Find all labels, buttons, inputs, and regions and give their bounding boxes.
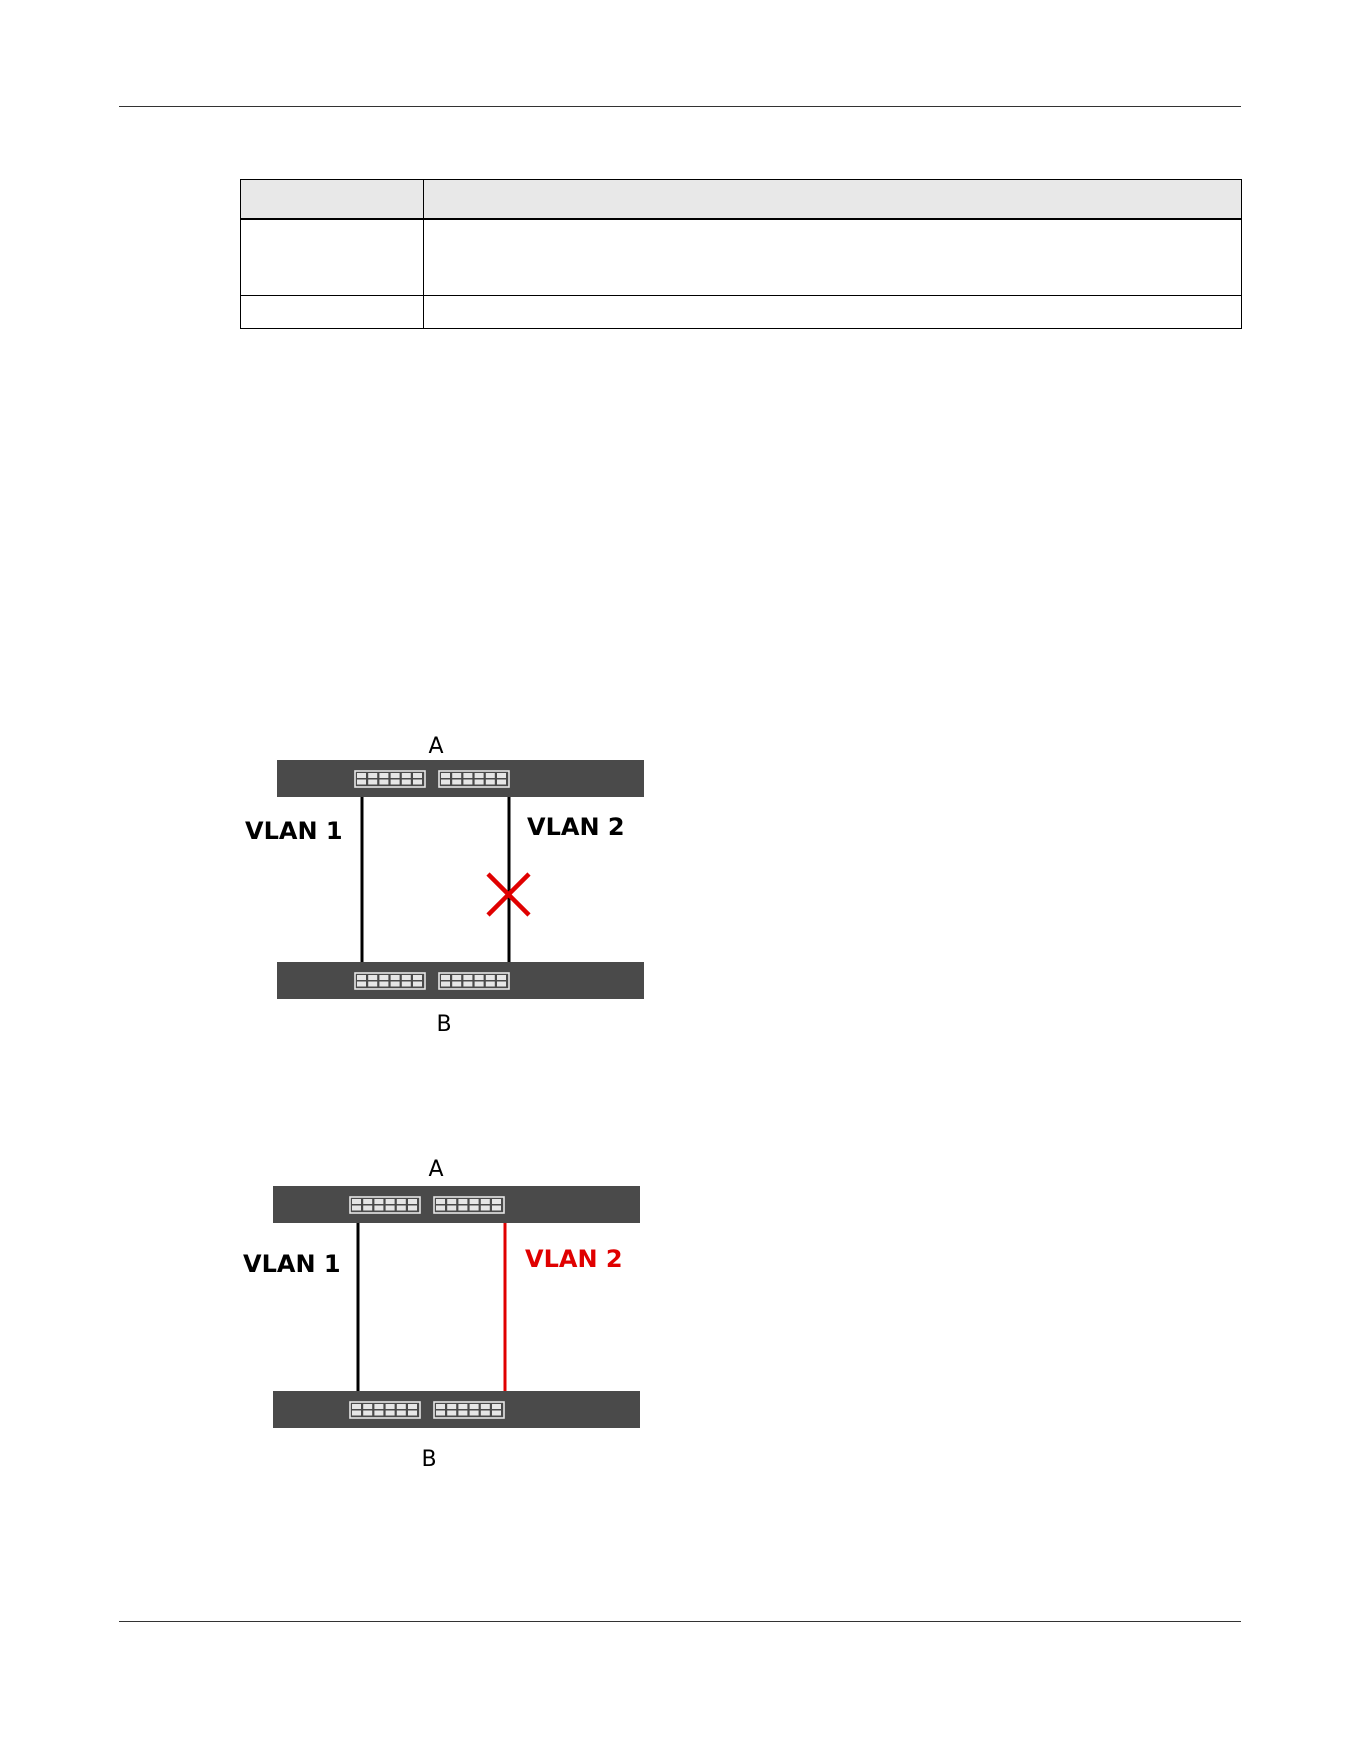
port — [402, 975, 411, 980]
port — [441, 982, 450, 987]
port — [379, 982, 388, 987]
switch-a-body — [277, 760, 644, 797]
port — [386, 1206, 395, 1211]
port — [497, 780, 506, 785]
port — [481, 1404, 490, 1409]
port — [391, 975, 400, 980]
port — [357, 773, 366, 778]
port — [436, 1206, 445, 1211]
port — [458, 1199, 467, 1204]
table-cell — [241, 219, 424, 296]
port — [397, 1199, 406, 1204]
port — [441, 780, 450, 785]
port — [458, 1411, 467, 1416]
port — [470, 1404, 479, 1409]
table-cell — [424, 219, 1242, 296]
switch-b-body — [277, 962, 644, 999]
port — [408, 1199, 417, 1204]
port — [486, 773, 495, 778]
port — [486, 780, 495, 785]
port — [374, 1206, 383, 1211]
port — [441, 773, 450, 778]
port — [363, 1404, 372, 1409]
vlan1-label: VLAN 1 — [243, 1250, 341, 1278]
port — [463, 982, 472, 987]
table-header-cell — [424, 180, 1242, 220]
port — [436, 1404, 445, 1409]
port — [497, 975, 506, 980]
port — [481, 1199, 490, 1204]
port — [492, 1199, 501, 1204]
port — [481, 1206, 490, 1211]
port — [413, 975, 422, 980]
port — [357, 982, 366, 987]
port — [352, 1199, 361, 1204]
switch-a-label: A — [428, 734, 444, 759]
port — [397, 1411, 406, 1416]
table-cell — [424, 296, 1242, 329]
port — [458, 1404, 467, 1409]
port — [475, 975, 484, 980]
table-row — [241, 219, 1242, 296]
switch-a — [277, 760, 644, 797]
port — [402, 773, 411, 778]
port — [357, 975, 366, 980]
port — [475, 773, 484, 778]
table-header-row — [241, 180, 1242, 220]
port — [436, 1411, 445, 1416]
port — [357, 780, 366, 785]
port — [441, 975, 450, 980]
port — [363, 1199, 372, 1204]
port — [374, 1411, 383, 1416]
port — [413, 773, 422, 778]
port — [363, 1206, 372, 1211]
port — [379, 975, 388, 980]
port — [402, 982, 411, 987]
table-header-cell — [241, 180, 424, 220]
port — [391, 773, 400, 778]
switch-b — [273, 1391, 640, 1428]
port — [413, 982, 422, 987]
table-cell — [241, 296, 424, 329]
port — [452, 975, 461, 980]
port — [352, 1206, 361, 1211]
port — [379, 773, 388, 778]
port — [408, 1206, 417, 1211]
port — [368, 982, 377, 987]
port — [452, 780, 461, 785]
vlan-diagram-blocked — [230, 730, 670, 1040]
port — [386, 1199, 395, 1204]
port — [492, 1411, 501, 1416]
port — [463, 773, 472, 778]
header-rule — [119, 106, 1241, 107]
port — [413, 780, 422, 785]
port — [486, 975, 495, 980]
port — [470, 1411, 479, 1416]
vlan-diagram-active — [230, 1157, 670, 1472]
port — [470, 1206, 479, 1211]
port — [447, 1411, 456, 1416]
port — [391, 982, 400, 987]
vlan1-label: VLAN 1 — [245, 817, 343, 845]
port — [447, 1199, 456, 1204]
port — [368, 780, 377, 785]
switch-b-label: B — [436, 1012, 452, 1037]
vlan2-label: VLAN 2 — [527, 813, 625, 841]
info-table — [240, 179, 1242, 329]
port — [386, 1411, 395, 1416]
port — [486, 982, 495, 987]
switch-b-body — [273, 1391, 640, 1428]
port — [363, 1411, 372, 1416]
port — [452, 982, 461, 987]
port — [452, 773, 461, 778]
port — [481, 1411, 490, 1416]
port — [402, 780, 411, 785]
port — [397, 1206, 406, 1211]
port — [470, 1199, 479, 1204]
port — [408, 1404, 417, 1409]
switch-a — [273, 1186, 640, 1223]
port — [458, 1206, 467, 1211]
port — [368, 773, 377, 778]
switch-a-label: A — [428, 1157, 444, 1182]
port — [475, 780, 484, 785]
port — [447, 1404, 456, 1409]
port — [386, 1404, 395, 1409]
port — [408, 1411, 417, 1416]
port — [391, 780, 400, 785]
port — [463, 975, 472, 980]
switch-a-body — [273, 1186, 640, 1223]
port — [397, 1404, 406, 1409]
port — [447, 1206, 456, 1211]
port — [497, 982, 506, 987]
port — [492, 1206, 501, 1211]
switch-b-label: B — [421, 1447, 437, 1472]
table-row — [241, 296, 1242, 329]
port — [463, 780, 472, 785]
port — [374, 1404, 383, 1409]
port — [492, 1404, 501, 1409]
vlan2-label: VLAN 2 — [525, 1245, 623, 1273]
footer-rule — [119, 1621, 1241, 1622]
port — [368, 975, 377, 980]
port — [497, 773, 506, 778]
port — [436, 1199, 445, 1204]
port — [352, 1404, 361, 1409]
port — [379, 780, 388, 785]
port — [352, 1411, 361, 1416]
port — [475, 982, 484, 987]
port — [374, 1199, 383, 1204]
switch-b — [277, 962, 644, 999]
